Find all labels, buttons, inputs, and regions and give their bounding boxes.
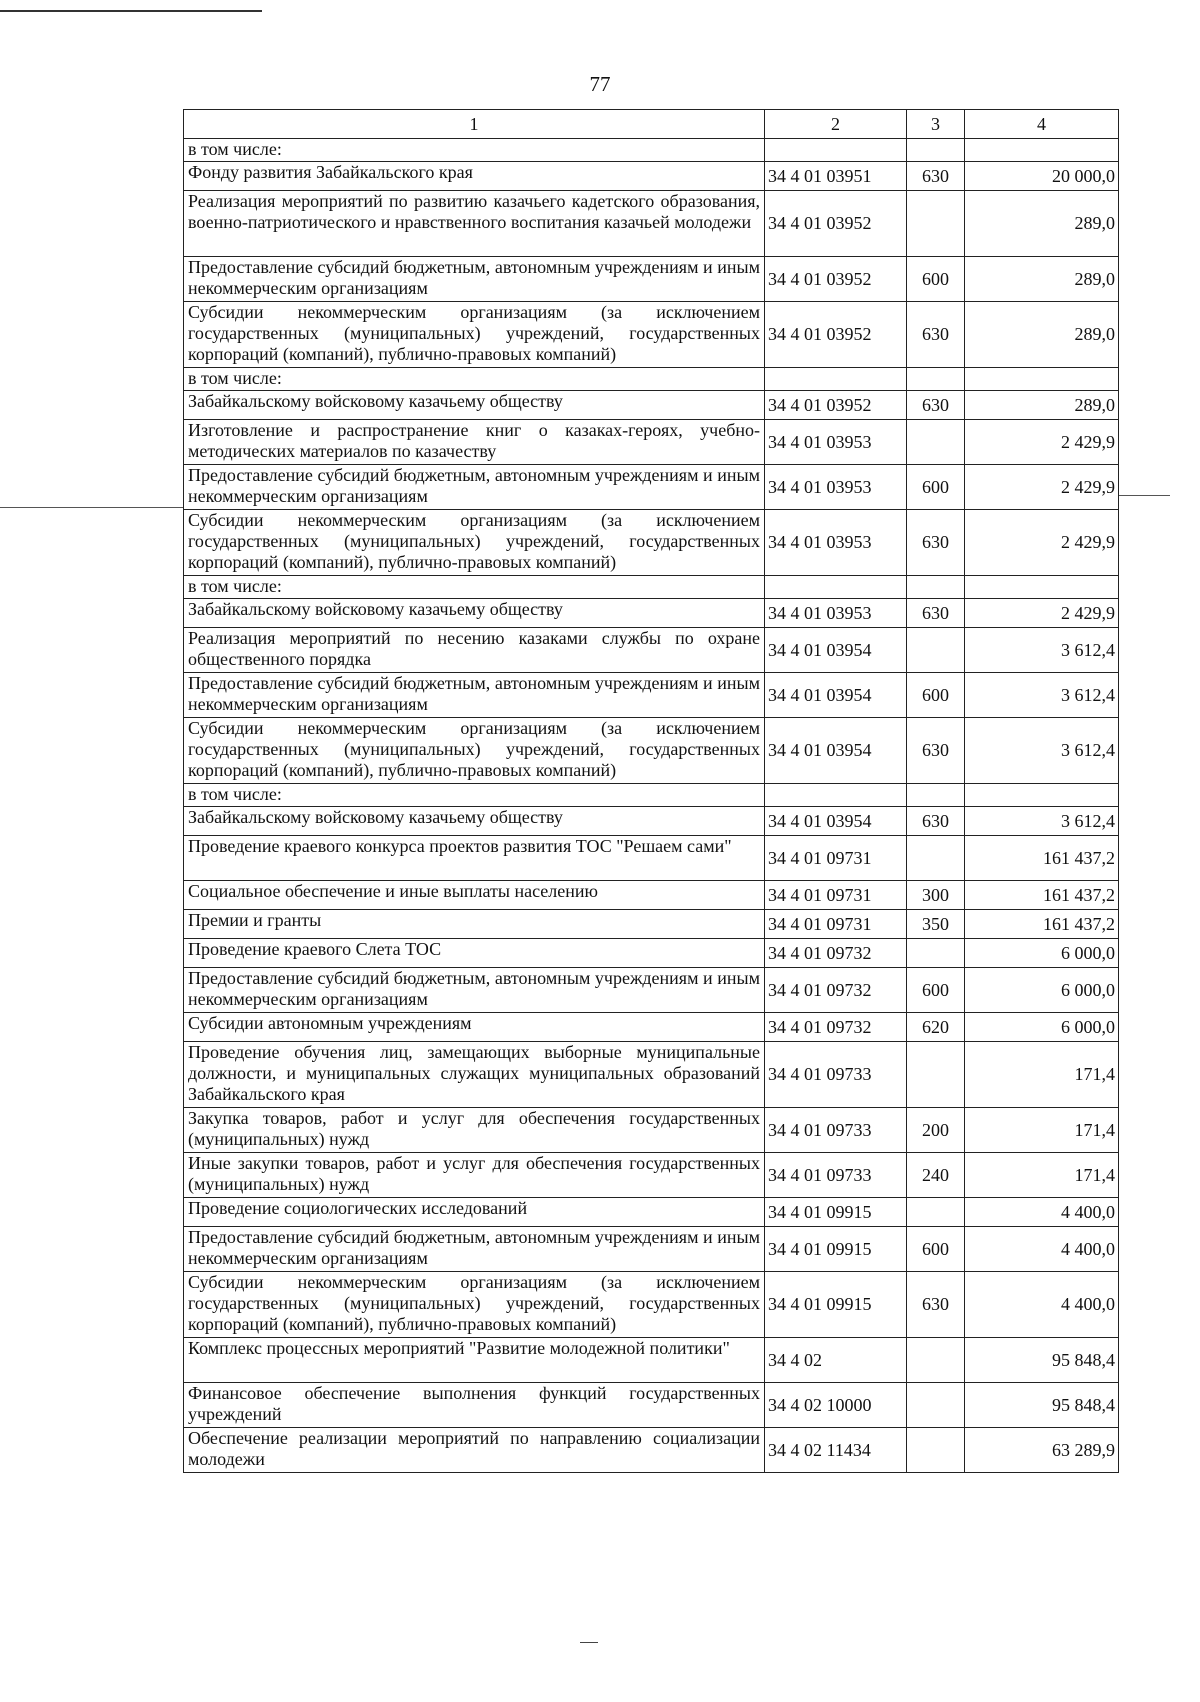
row-amount: 289,0 [965, 257, 1119, 302]
row-kind: 630 [907, 162, 965, 191]
row-kind: 600 [907, 968, 965, 1013]
row-amount: 171,4 [965, 1153, 1119, 1198]
row-name: Проведение краевого конкурса проектов развития ТОС "Решаем сами" [184, 836, 765, 881]
table-row [184, 1383, 1119, 1428]
row-code: 34 4 01 03954 [765, 807, 907, 836]
row-amount: 2 429,9 [965, 510, 1119, 576]
row-code: 34 4 01 09915 [765, 1227, 907, 1272]
row-code: 34 4 01 09731 [765, 881, 907, 910]
row-kind [907, 139, 965, 162]
row-name: Субсидии некоммерческим организациям (за исключением государственных (муниципальных) учреждений, государственных корпораций (компаний), публично-правовых компаний) [184, 1272, 765, 1338]
row-code: 34 4 01 09733 [765, 1042, 907, 1108]
table-row [184, 807, 1119, 836]
table-row [184, 257, 1119, 302]
table-row [184, 1013, 1119, 1042]
row-amount: 289,0 [965, 191, 1119, 257]
table-row [184, 1198, 1119, 1227]
row-name: Предоставление субсидий бюджетным, автономным учреждениям и иным некоммерческим организациям [184, 257, 765, 302]
row-code: 34 4 02 11434 [765, 1428, 907, 1473]
row-code: 34 4 01 09915 [765, 1198, 907, 1227]
row-name: в том числе: [184, 139, 765, 162]
row-name: Проведение социологических исследований [184, 1198, 765, 1227]
row-amount: 95 848,4 [965, 1383, 1119, 1428]
row-amount [965, 368, 1119, 391]
row-name: Субсидии некоммерческим организациям (за исключением государственных (муниципальных) учреждений, государственных корпораций (компаний), публично-правовых компаний) [184, 718, 765, 784]
table-row [184, 939, 1119, 968]
header-col-2: 2 [765, 110, 907, 139]
page-number: 77 [589, 72, 611, 96]
row-kind: 630 [907, 510, 965, 576]
table-row [184, 1108, 1119, 1153]
row-code: 34 4 02 [765, 1338, 907, 1383]
row-amount: 63 289,9 [965, 1428, 1119, 1473]
table-header-row [184, 110, 1119, 139]
row-amount: 289,0 [965, 302, 1119, 368]
header-col-1: 1 [184, 110, 765, 139]
row-code: 34 4 01 03952 [765, 302, 907, 368]
row-amount: 161 437,2 [965, 881, 1119, 910]
row-kind: 600 [907, 465, 965, 510]
row-kind [907, 628, 965, 673]
row-kind [907, 576, 965, 599]
bottom-dash-mark [580, 1642, 598, 1643]
table-row [184, 576, 1119, 599]
table-row [184, 628, 1119, 673]
table-row [184, 836, 1119, 881]
table-row [184, 1227, 1119, 1272]
row-name: Субсидии автономным учреждениям [184, 1013, 765, 1042]
table-row [184, 1042, 1119, 1108]
row-code: 34 4 01 03954 [765, 628, 907, 673]
row-kind: 300 [907, 881, 965, 910]
row-code: 34 4 01 09732 [765, 968, 907, 1013]
row-code [765, 139, 907, 162]
table-row [184, 1338, 1119, 1383]
row-amount: 4 400,0 [965, 1198, 1119, 1227]
row-kind: 630 [907, 1272, 965, 1338]
row-amount: 6 000,0 [965, 968, 1119, 1013]
row-code: 34 4 01 03952 [765, 391, 907, 420]
row-code: 34 4 01 03953 [765, 465, 907, 510]
row-kind [907, 368, 965, 391]
row-code: 34 4 01 03951 [765, 162, 907, 191]
row-name: Предоставление субсидий бюджетным, автономным учреждениям и иным некоммерческим организациям [184, 465, 765, 510]
row-amount: 95 848,4 [965, 1338, 1119, 1383]
table-row [184, 968, 1119, 1013]
row-amount: 3 612,4 [965, 718, 1119, 784]
table-row [184, 910, 1119, 939]
row-kind [907, 836, 965, 881]
row-amount: 2 429,9 [965, 599, 1119, 628]
table-row [184, 1428, 1119, 1473]
row-kind: 600 [907, 257, 965, 302]
row-name: в том числе: [184, 368, 765, 391]
row-code [765, 368, 907, 391]
row-name: Предоставление субсидий бюджетным, автономным учреждениям и иным некоммерческим организациям [184, 968, 765, 1013]
row-kind: 350 [907, 910, 965, 939]
row-kind [907, 1198, 965, 1227]
row-kind: 200 [907, 1108, 965, 1153]
row-name: в том числе: [184, 576, 765, 599]
row-kind [907, 939, 965, 968]
table-row [184, 510, 1119, 576]
table-row [184, 1272, 1119, 1338]
row-code: 34 4 02 10000 [765, 1383, 907, 1428]
row-amount: 171,4 [965, 1108, 1119, 1153]
row-name: Предоставление субсидий бюджетным, автономным учреждениям и иным некоммерческим организациям [184, 673, 765, 718]
row-amount: 161 437,2 [965, 836, 1119, 881]
table-row [184, 162, 1119, 191]
scan-line-left [0, 507, 183, 508]
row-kind [907, 784, 965, 807]
scan-line-right [1118, 495, 1170, 496]
row-code: 34 4 01 09732 [765, 1013, 907, 1042]
row-code: 34 4 01 03952 [765, 257, 907, 302]
row-kind: 630 [907, 302, 965, 368]
row-name: Забайкальскому войсковому казачьему обществу [184, 391, 765, 420]
row-name: Фонду развития Забайкальского края [184, 162, 765, 191]
row-name: Забайкальскому войсковому казачьему обществу [184, 807, 765, 836]
row-kind [907, 1338, 965, 1383]
row-name: в том числе: [184, 784, 765, 807]
row-name: Забайкальскому войсковому казачьему обществу [184, 599, 765, 628]
table-row [184, 391, 1119, 420]
row-amount: 4 400,0 [965, 1227, 1119, 1272]
row-kind: 600 [907, 1227, 965, 1272]
row-name: Предоставление субсидий бюджетным, автономным учреждениям и иным некоммерческим организациям [184, 1227, 765, 1272]
row-amount: 20 000,0 [965, 162, 1119, 191]
row-kind: 630 [907, 599, 965, 628]
row-name: Иные закупки товаров, работ и услуг для обеспечения государственных (муниципальных) нужд [184, 1153, 765, 1198]
row-code: 34 4 01 09732 [765, 939, 907, 968]
row-name: Премии и гранты [184, 910, 765, 939]
row-name: Реализация мероприятий по несению казаками службы по охране общественного порядка [184, 628, 765, 673]
header-col-3: 3 [907, 110, 965, 139]
row-amount: 6 000,0 [965, 1013, 1119, 1042]
row-name: Закупка товаров, работ и услуг для обеспечения государственных (муниципальных) нужд [184, 1108, 765, 1153]
row-kind [907, 1383, 965, 1428]
row-amount: 3 612,4 [965, 673, 1119, 718]
row-kind [907, 420, 965, 465]
table-row [184, 599, 1119, 628]
row-code: 34 4 01 09915 [765, 1272, 907, 1338]
row-code: 34 4 01 09733 [765, 1153, 907, 1198]
table-row [184, 784, 1119, 807]
row-kind [907, 1428, 965, 1473]
row-name: Субсидии некоммерческим организациям (за исключением государственных (муниципальных) учреждений, государственных корпораций (компаний), публично-правовых компаний) [184, 510, 765, 576]
row-amount: 4 400,0 [965, 1272, 1119, 1338]
row-amount [965, 784, 1119, 807]
row-amount: 289,0 [965, 391, 1119, 420]
row-name: Комплекс процессных мероприятий "Развитие молодежной политики" [184, 1338, 765, 1383]
row-amount: 2 429,9 [965, 465, 1119, 510]
row-kind [907, 191, 965, 257]
row-amount: 161 437,2 [965, 910, 1119, 939]
row-kind: 240 [907, 1153, 965, 1198]
table-row [184, 139, 1119, 162]
row-amount: 6 000,0 [965, 939, 1119, 968]
row-amount [965, 576, 1119, 599]
row-amount: 3 612,4 [965, 807, 1119, 836]
budget-table [183, 109, 1119, 1473]
row-kind: 600 [907, 673, 965, 718]
row-code [765, 576, 907, 599]
row-code: 34 4 01 03953 [765, 420, 907, 465]
row-kind: 630 [907, 807, 965, 836]
table-row [184, 368, 1119, 391]
row-code: 34 4 01 09733 [765, 1108, 907, 1153]
row-name: Финансовое обеспечение выполнения функций государственных учреждений [184, 1383, 765, 1428]
row-name: Проведение краевого Слета ТОС [184, 939, 765, 968]
table-row [184, 673, 1119, 718]
row-code: 34 4 01 03953 [765, 599, 907, 628]
top-edge-rule [0, 10, 262, 12]
row-kind: 630 [907, 718, 965, 784]
row-amount [965, 139, 1119, 162]
row-amount: 171,4 [965, 1042, 1119, 1108]
row-amount: 2 429,9 [965, 420, 1119, 465]
row-code: 34 4 01 03953 [765, 510, 907, 576]
row-code [765, 784, 907, 807]
row-kind [907, 1042, 965, 1108]
row-code: 34 4 01 03952 [765, 191, 907, 257]
row-code: 34 4 01 09731 [765, 836, 907, 881]
row-name: Субсидии некоммерческим организациям (за исключением государственных (муниципальных) учреждений, государственных корпораций (компаний), публично-правовых компаний) [184, 302, 765, 368]
row-kind: 630 [907, 391, 965, 420]
table-row [184, 881, 1119, 910]
row-kind: 620 [907, 1013, 965, 1042]
row-code: 34 4 01 03954 [765, 673, 907, 718]
row-amount: 3 612,4 [965, 628, 1119, 673]
row-code: 34 4 01 03954 [765, 718, 907, 784]
table-row [184, 1153, 1119, 1198]
row-name: Реализация мероприятий по развитию казачьего кадетского образования, военно-патриотического и нравственного воспитания казачьей молодежи [184, 191, 765, 257]
row-name: Социальное обеспечение и иные выплаты населению [184, 881, 765, 910]
row-name: Изготовление и распространение книг о казаках-героях, учебно-методических материалов по казачеству [184, 420, 765, 465]
table-row [184, 718, 1119, 784]
header-col-4: 4 [965, 110, 1119, 139]
table-row [184, 302, 1119, 368]
table-row [184, 191, 1119, 257]
row-name: Проведение обучения лиц, замещающих выборные муниципальные должности, и муниципальных служащих муниципальных образований Забайкальского края [184, 1042, 765, 1108]
table-row [184, 420, 1119, 465]
table-row [184, 465, 1119, 510]
row-name: Обеспечение реализации мероприятий по направлению социализации молодежи [184, 1428, 765, 1473]
row-code: 34 4 01 09731 [765, 910, 907, 939]
